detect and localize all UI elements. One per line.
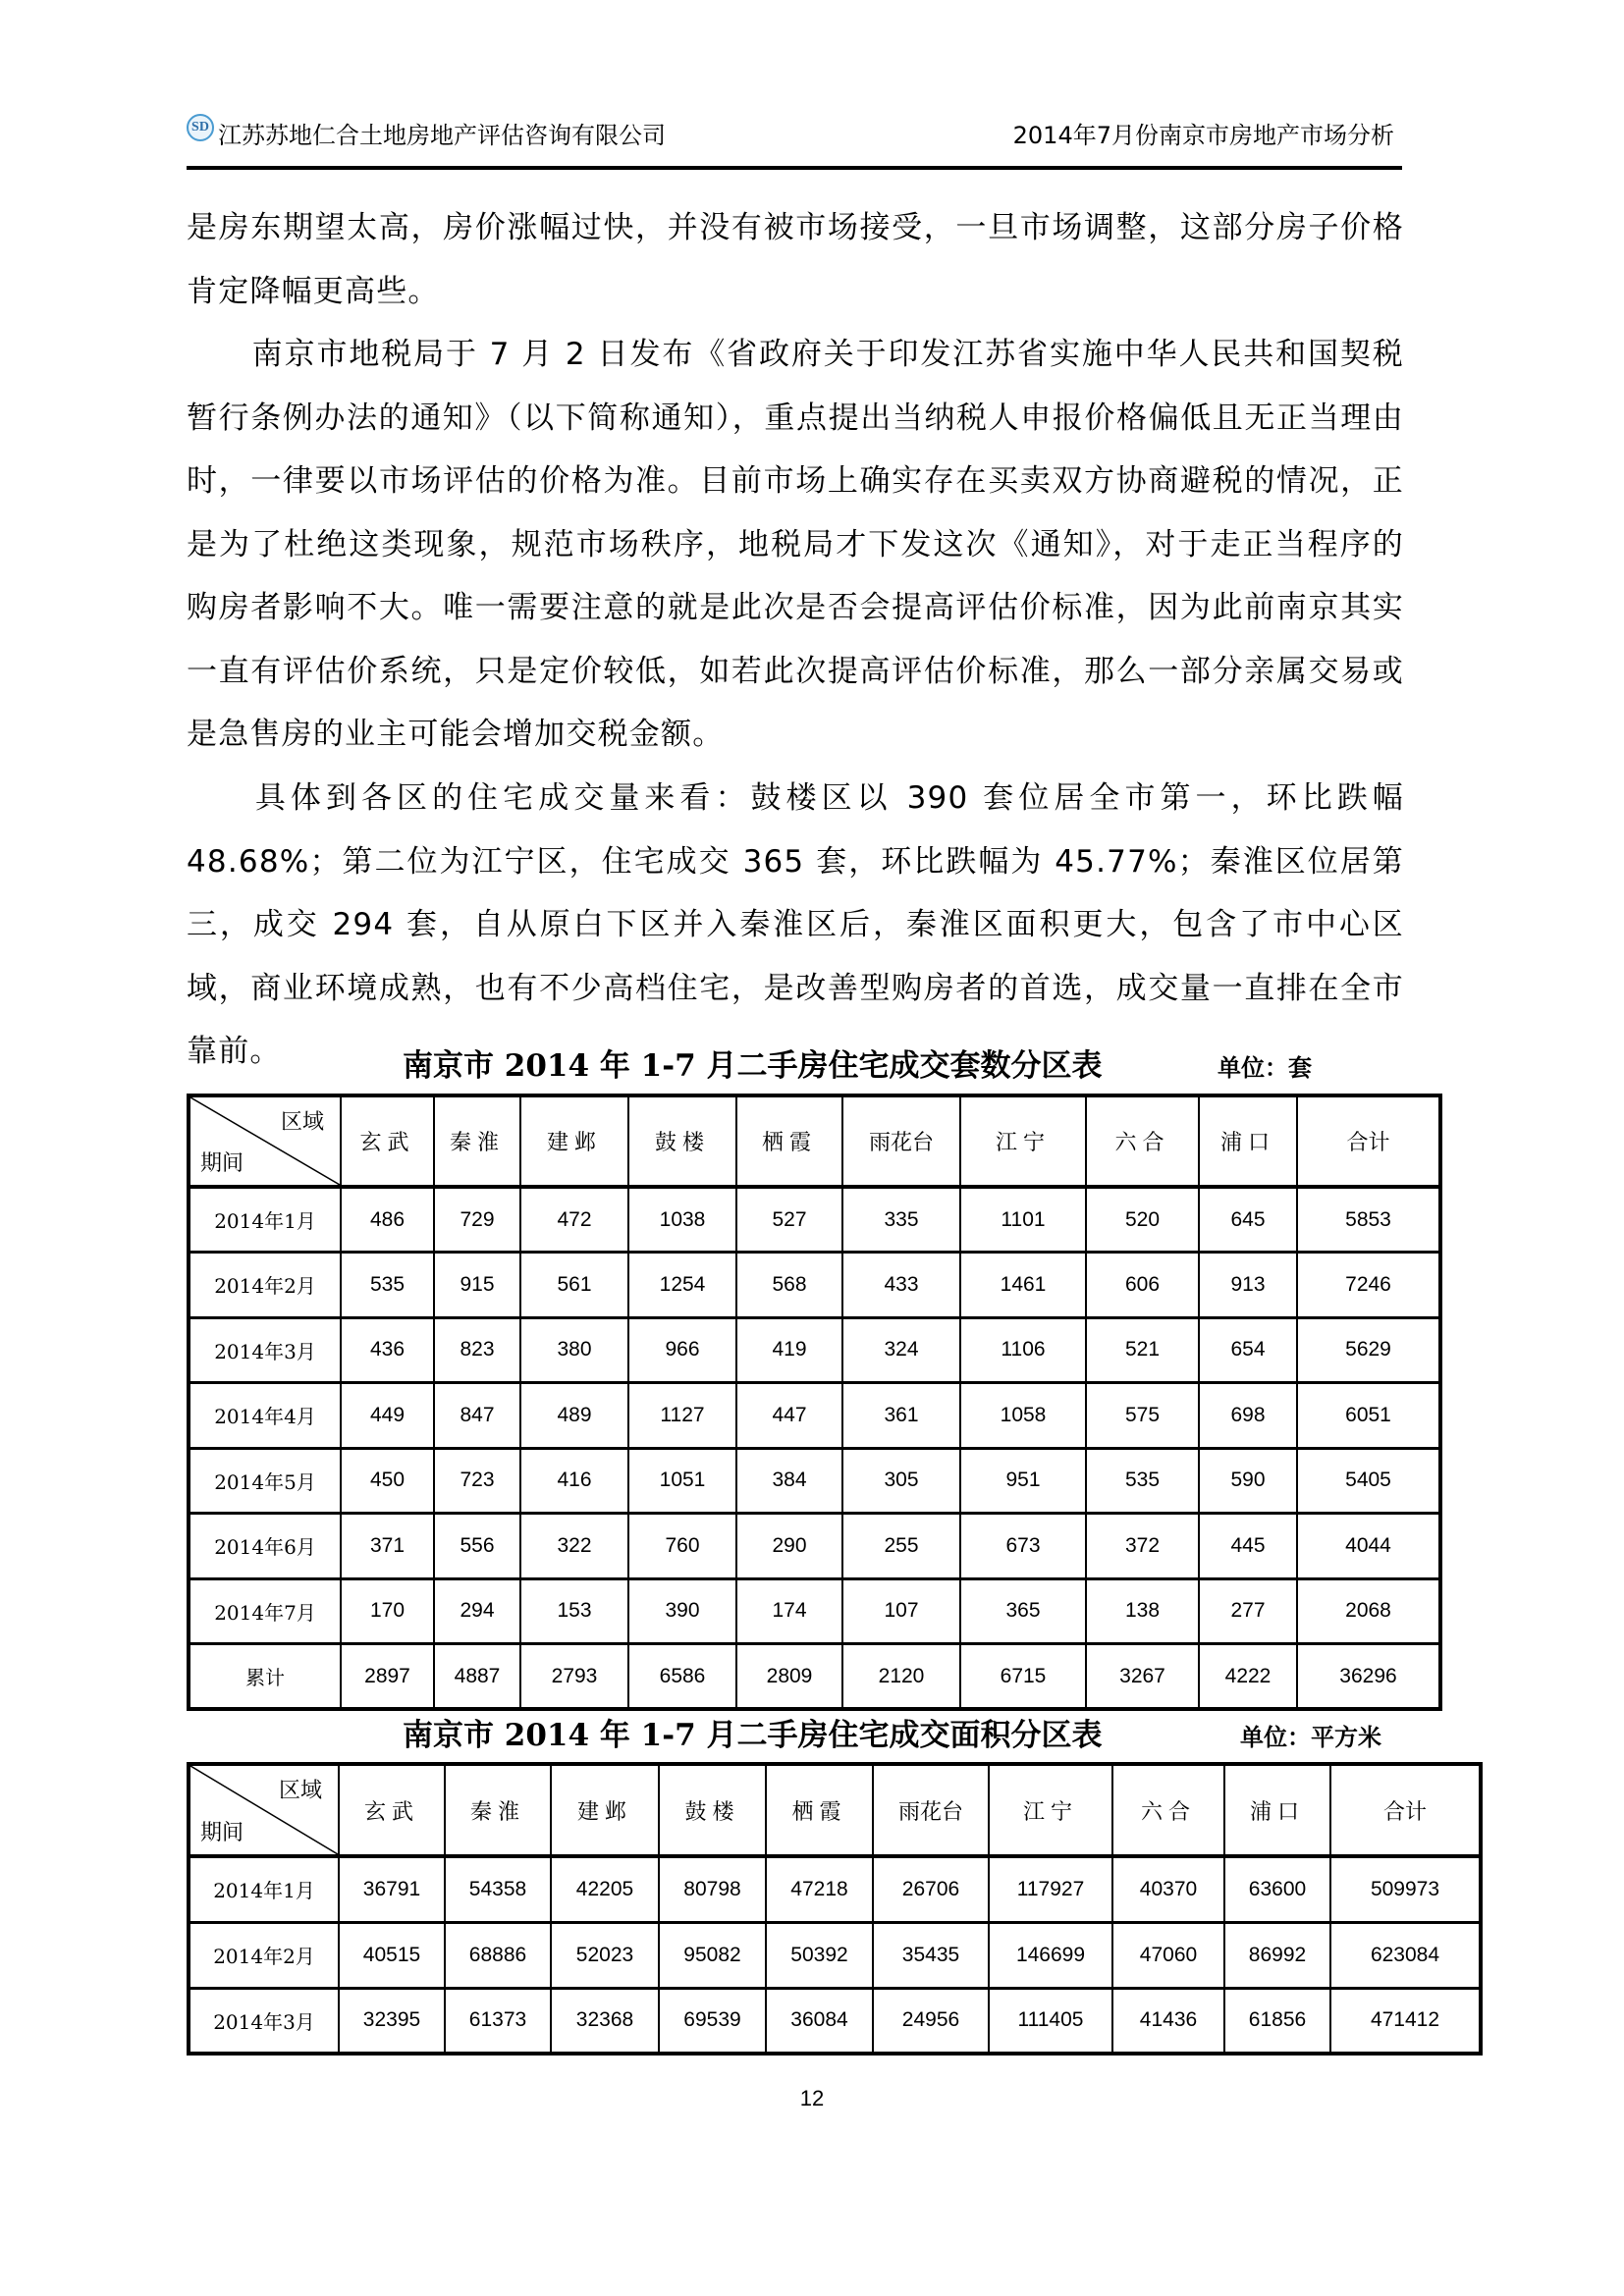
column-header: 建邺 xyxy=(520,1095,628,1187)
table-cell: 1101 xyxy=(960,1187,1086,1253)
table-cell: 390 xyxy=(628,1578,736,1644)
table-cell: 371 xyxy=(341,1514,434,1579)
table-cell: 847 xyxy=(434,1383,520,1449)
table-cell: 117927 xyxy=(989,1856,1112,1922)
row-period-cell: 2014年1月 xyxy=(189,1187,341,1253)
table-area-title: 南京市 2014 年 1-7 月二手房住宅成交面积分区表 xyxy=(403,1718,1103,1753)
table-cell: 111405 xyxy=(989,1988,1112,2054)
table-cell: 535 xyxy=(341,1253,434,1318)
table-cell: 32395 xyxy=(339,1988,445,2054)
column-header: 合计 xyxy=(1330,1764,1481,1856)
table-cell: 35435 xyxy=(873,1922,989,1988)
table-cell: 654 xyxy=(1199,1317,1297,1383)
corner-period-label: 期间 xyxy=(200,1151,244,1176)
column-header: 秦淮 xyxy=(445,1764,551,1856)
table-cell: 1127 xyxy=(628,1383,736,1449)
table-cell: 915 xyxy=(434,1253,520,1318)
table-cell: 556 xyxy=(434,1514,520,1579)
table-cell: 2793 xyxy=(520,1644,628,1710)
table-row xyxy=(189,1578,1440,1644)
table-cell: 32368 xyxy=(551,1988,659,2054)
table-cell: 384 xyxy=(736,1448,842,1514)
table-cell: 698 xyxy=(1199,1383,1297,1449)
table-cell: 4887 xyxy=(434,1644,520,1710)
table-cell: 527 xyxy=(736,1187,842,1253)
table-units-unit: 单位：套 xyxy=(1218,1054,1312,1082)
table-cell: 913 xyxy=(1199,1253,1297,1318)
table-cell: 1461 xyxy=(960,1253,1086,1318)
table-cell: 68886 xyxy=(445,1922,551,1988)
column-header: 栖霞 xyxy=(736,1095,842,1187)
table-cell: 1106 xyxy=(960,1317,1086,1383)
row-period-cell: 2014年4月 xyxy=(189,1383,341,1449)
table-cell: 294 xyxy=(434,1578,520,1644)
table-cell: 69539 xyxy=(659,1988,766,2054)
table-row xyxy=(189,1253,1440,1318)
table-row xyxy=(189,1922,1481,1988)
table-cell: 5405 xyxy=(1297,1448,1440,1514)
table-cell: 40515 xyxy=(339,1922,445,1988)
table-cell: 42205 xyxy=(551,1856,659,1922)
table-row xyxy=(189,1383,1440,1449)
table-row xyxy=(189,1448,1440,1514)
column-header: 六合 xyxy=(1112,1764,1224,1856)
paragraph-3 xyxy=(187,767,1404,1084)
table-cell: 951 xyxy=(960,1448,1086,1514)
table-cell: 5629 xyxy=(1297,1317,1440,1383)
table-cell: 6715 xyxy=(960,1644,1086,1710)
corner-cell xyxy=(189,1764,339,1856)
table-cell: 445 xyxy=(1199,1514,1297,1579)
table-cell: 47060 xyxy=(1112,1922,1224,1988)
table-cell: 2809 xyxy=(736,1644,842,1710)
row-period-cell: 2014年3月 xyxy=(189,1988,339,2054)
table-cell: 723 xyxy=(434,1448,520,1514)
table-cell: 380 xyxy=(520,1317,628,1383)
table-row xyxy=(189,1644,1440,1710)
table-cell: 416 xyxy=(520,1448,628,1514)
table-cell: 436 xyxy=(341,1317,434,1383)
row-period-cell: 累计 xyxy=(189,1644,341,1710)
row-period-cell: 2014年7月 xyxy=(189,1578,341,1644)
table-cell: 41436 xyxy=(1112,1988,1224,2054)
table-header-row xyxy=(189,1095,1440,1187)
table-cell: 760 xyxy=(628,1514,736,1579)
table-cell: 509973 xyxy=(1330,1856,1481,1922)
units-table xyxy=(187,1094,1442,1711)
area-table xyxy=(187,1762,1483,2056)
table-cell: 1254 xyxy=(628,1253,736,1318)
table-cell: 535 xyxy=(1086,1448,1199,1514)
table-cell: 568 xyxy=(736,1253,842,1318)
table-cell: 52023 xyxy=(551,1922,659,1988)
table-cell: 61856 xyxy=(1224,1988,1330,2054)
company-logo-icon: SD xyxy=(187,114,214,141)
table-cell: 335 xyxy=(842,1187,960,1253)
table-cell: 575 xyxy=(1086,1383,1199,1449)
table-cell: 36296 xyxy=(1297,1644,1440,1710)
table-cell: 606 xyxy=(1086,1253,1199,1318)
table-cell: 153 xyxy=(520,1578,628,1644)
table-cell: 3267 xyxy=(1086,1644,1199,1710)
table-cell: 486 xyxy=(341,1187,434,1253)
table-cell: 324 xyxy=(842,1317,960,1383)
header-divider xyxy=(187,166,1402,170)
table-area-unit: 单位：平方米 xyxy=(1240,1724,1381,1751)
table-cell: 80798 xyxy=(659,1856,766,1922)
table-cell: 623084 xyxy=(1330,1922,1481,1988)
table-cell: 450 xyxy=(341,1448,434,1514)
table-cell: 365 xyxy=(960,1578,1086,1644)
corner-cell xyxy=(189,1095,341,1187)
table-cell: 61373 xyxy=(445,1988,551,2054)
table-cell: 277 xyxy=(1199,1578,1297,1644)
report-title: 2014年7月份南京市房地产市场分析 xyxy=(1012,122,1394,149)
table-cell: 1051 xyxy=(628,1448,736,1514)
column-header: 雨花台 xyxy=(873,1764,989,1856)
table-cell: 40370 xyxy=(1112,1856,1224,1922)
company-name: 江苏苏地仁合土地房地产评估咨询有限公司 xyxy=(218,122,666,149)
table-cell: 95082 xyxy=(659,1922,766,1988)
table-cell: 4044 xyxy=(1297,1514,1440,1579)
table-cell: 449 xyxy=(341,1383,434,1449)
table-cell: 5853 xyxy=(1297,1187,1440,1253)
table-cell: 7246 xyxy=(1297,1253,1440,1318)
column-header: 玄武 xyxy=(339,1764,445,1856)
row-period-cell: 2014年1月 xyxy=(189,1856,339,1922)
page-number: 12 xyxy=(799,2086,825,2110)
table-cell: 305 xyxy=(842,1448,960,1514)
table-cell: 823 xyxy=(434,1317,520,1383)
table-row xyxy=(189,1514,1440,1579)
paragraph-text: 是房东期望太高，房价涨幅过快，并没有被市场接受，一旦市场调整，这部分房子价格肯定降幅更高些。 xyxy=(187,210,1404,309)
table-cell: 36791 xyxy=(339,1856,445,1922)
table-cell: 50392 xyxy=(766,1922,873,1988)
table-cell: 24956 xyxy=(873,1988,989,2054)
table-row xyxy=(189,1187,1440,1253)
column-header: 玄武 xyxy=(341,1095,434,1187)
page-header xyxy=(187,110,1394,149)
row-period-cell: 2014年2月 xyxy=(189,1922,339,1988)
table-cell: 372 xyxy=(1086,1514,1199,1579)
row-period-cell: 2014年2月 xyxy=(189,1253,341,1318)
paragraph-text: 具体到各区的住宅成交量来看：鼓楼区以 390 套位居全市第一，环比跌幅 48.68%；第二位为江宁区，住宅成交 365 套，环比跌幅为 45.77%；秦淮区位居第三，成交 294 套，自从原白下区并入秦淮区后，秦淮区面积更大，包含了市中心区域，商业环境成熟，也有不少高档住宅，是改善型购房者的首选，成交量一直排在全市靠前。 xyxy=(187,780,1404,1069)
table-cell: 489 xyxy=(520,1383,628,1449)
table-cell: 2897 xyxy=(341,1644,434,1710)
table-cell: 146699 xyxy=(989,1922,1112,1988)
table-cell: 1038 xyxy=(628,1187,736,1253)
table-cell: 673 xyxy=(960,1514,1086,1579)
table-row xyxy=(189,1988,1481,2054)
column-header: 江宁 xyxy=(960,1095,1086,1187)
table-cell: 729 xyxy=(434,1187,520,1253)
table-cell: 36084 xyxy=(766,1988,873,2054)
column-header: 鼓楼 xyxy=(659,1764,766,1856)
corner-region-label: 区域 xyxy=(280,1110,324,1135)
table-units-title: 南京市 2014 年 1-7 月二手房住宅成交套数分区表 xyxy=(403,1048,1103,1084)
table-cell: 6586 xyxy=(628,1644,736,1710)
table-cell: 170 xyxy=(341,1578,434,1644)
table-cell: 590 xyxy=(1199,1448,1297,1514)
column-header: 浦口 xyxy=(1224,1764,1330,1856)
table-cell: 472 xyxy=(520,1187,628,1253)
table-cell: 174 xyxy=(736,1578,842,1644)
table-cell: 255 xyxy=(842,1514,960,1579)
table-cell: 361 xyxy=(842,1383,960,1449)
corner-period-label: 期间 xyxy=(200,1821,244,1845)
table-cell: 645 xyxy=(1199,1187,1297,1253)
column-header: 鼓楼 xyxy=(628,1095,736,1187)
table-row xyxy=(189,1856,1481,1922)
column-header: 六合 xyxy=(1086,1095,1199,1187)
table-cell: 419 xyxy=(736,1317,842,1383)
table-header-row xyxy=(189,1764,1481,1856)
table-cell: 471412 xyxy=(1330,1988,1481,2054)
table-cell: 1058 xyxy=(960,1383,1086,1449)
table-row xyxy=(189,1317,1440,1383)
table-cell: 322 xyxy=(520,1514,628,1579)
row-period-cell: 2014年6月 xyxy=(189,1514,341,1579)
column-header: 合计 xyxy=(1297,1095,1440,1187)
paragraph-2 xyxy=(187,323,1404,767)
table-cell: 47218 xyxy=(766,1856,873,1922)
column-header: 江宁 xyxy=(989,1764,1112,1856)
table-cell: 86992 xyxy=(1224,1922,1330,1988)
row-period-cell: 2014年5月 xyxy=(189,1448,341,1514)
table-cell: 6051 xyxy=(1297,1383,1440,1449)
column-header: 浦口 xyxy=(1199,1095,1297,1187)
column-header: 雨花台 xyxy=(842,1095,960,1187)
table-cell: 63600 xyxy=(1224,1856,1330,1922)
table-cell: 138 xyxy=(1086,1578,1199,1644)
paragraph-1 xyxy=(187,196,1404,323)
table-cell: 447 xyxy=(736,1383,842,1449)
table-cell: 966 xyxy=(628,1317,736,1383)
table-cell: 2120 xyxy=(842,1644,960,1710)
row-period-cell: 2014年3月 xyxy=(189,1317,341,1383)
column-header: 秦淮 xyxy=(434,1095,520,1187)
table-cell: 561 xyxy=(520,1253,628,1318)
column-header: 栖霞 xyxy=(766,1764,873,1856)
corner-region-label: 区域 xyxy=(278,1779,322,1803)
table-cell: 2068 xyxy=(1297,1578,1440,1644)
table-cell: 433 xyxy=(842,1253,960,1318)
table-cell: 4222 xyxy=(1199,1644,1297,1710)
table-cell: 521 xyxy=(1086,1317,1199,1383)
column-header: 建邺 xyxy=(551,1764,659,1856)
paragraph-text: 南京市地税局于 7 月 2 日发布《省政府关于印发江苏省实施中华人民共和国契税暂行条例办法的通知》（以下简称通知），重点提出当纳税人申报价格偏低且无正当理由时，一律要以市场评估的价格为准。目前市场上确实存在买卖双方协商避税的情况，正是为了杜绝这类现象，规范市场秩序，地税局才下发这次《通知》，对于走正当程序的购房者影响不大。唯一需要注意的就是此次是否会提高评估价标准，因为此前南京其实一直有评估价系统，只是定价较低，如若此次提高评估价标准，那么一部分亲属交易或是急售房的业主可能会增加交税金额。 xyxy=(187,337,1404,752)
table-cell: 520 xyxy=(1086,1187,1199,1253)
table-cell: 107 xyxy=(842,1578,960,1644)
table-cell: 290 xyxy=(736,1514,842,1579)
table-cell: 54358 xyxy=(445,1856,551,1922)
table-cell: 26706 xyxy=(873,1856,989,1922)
